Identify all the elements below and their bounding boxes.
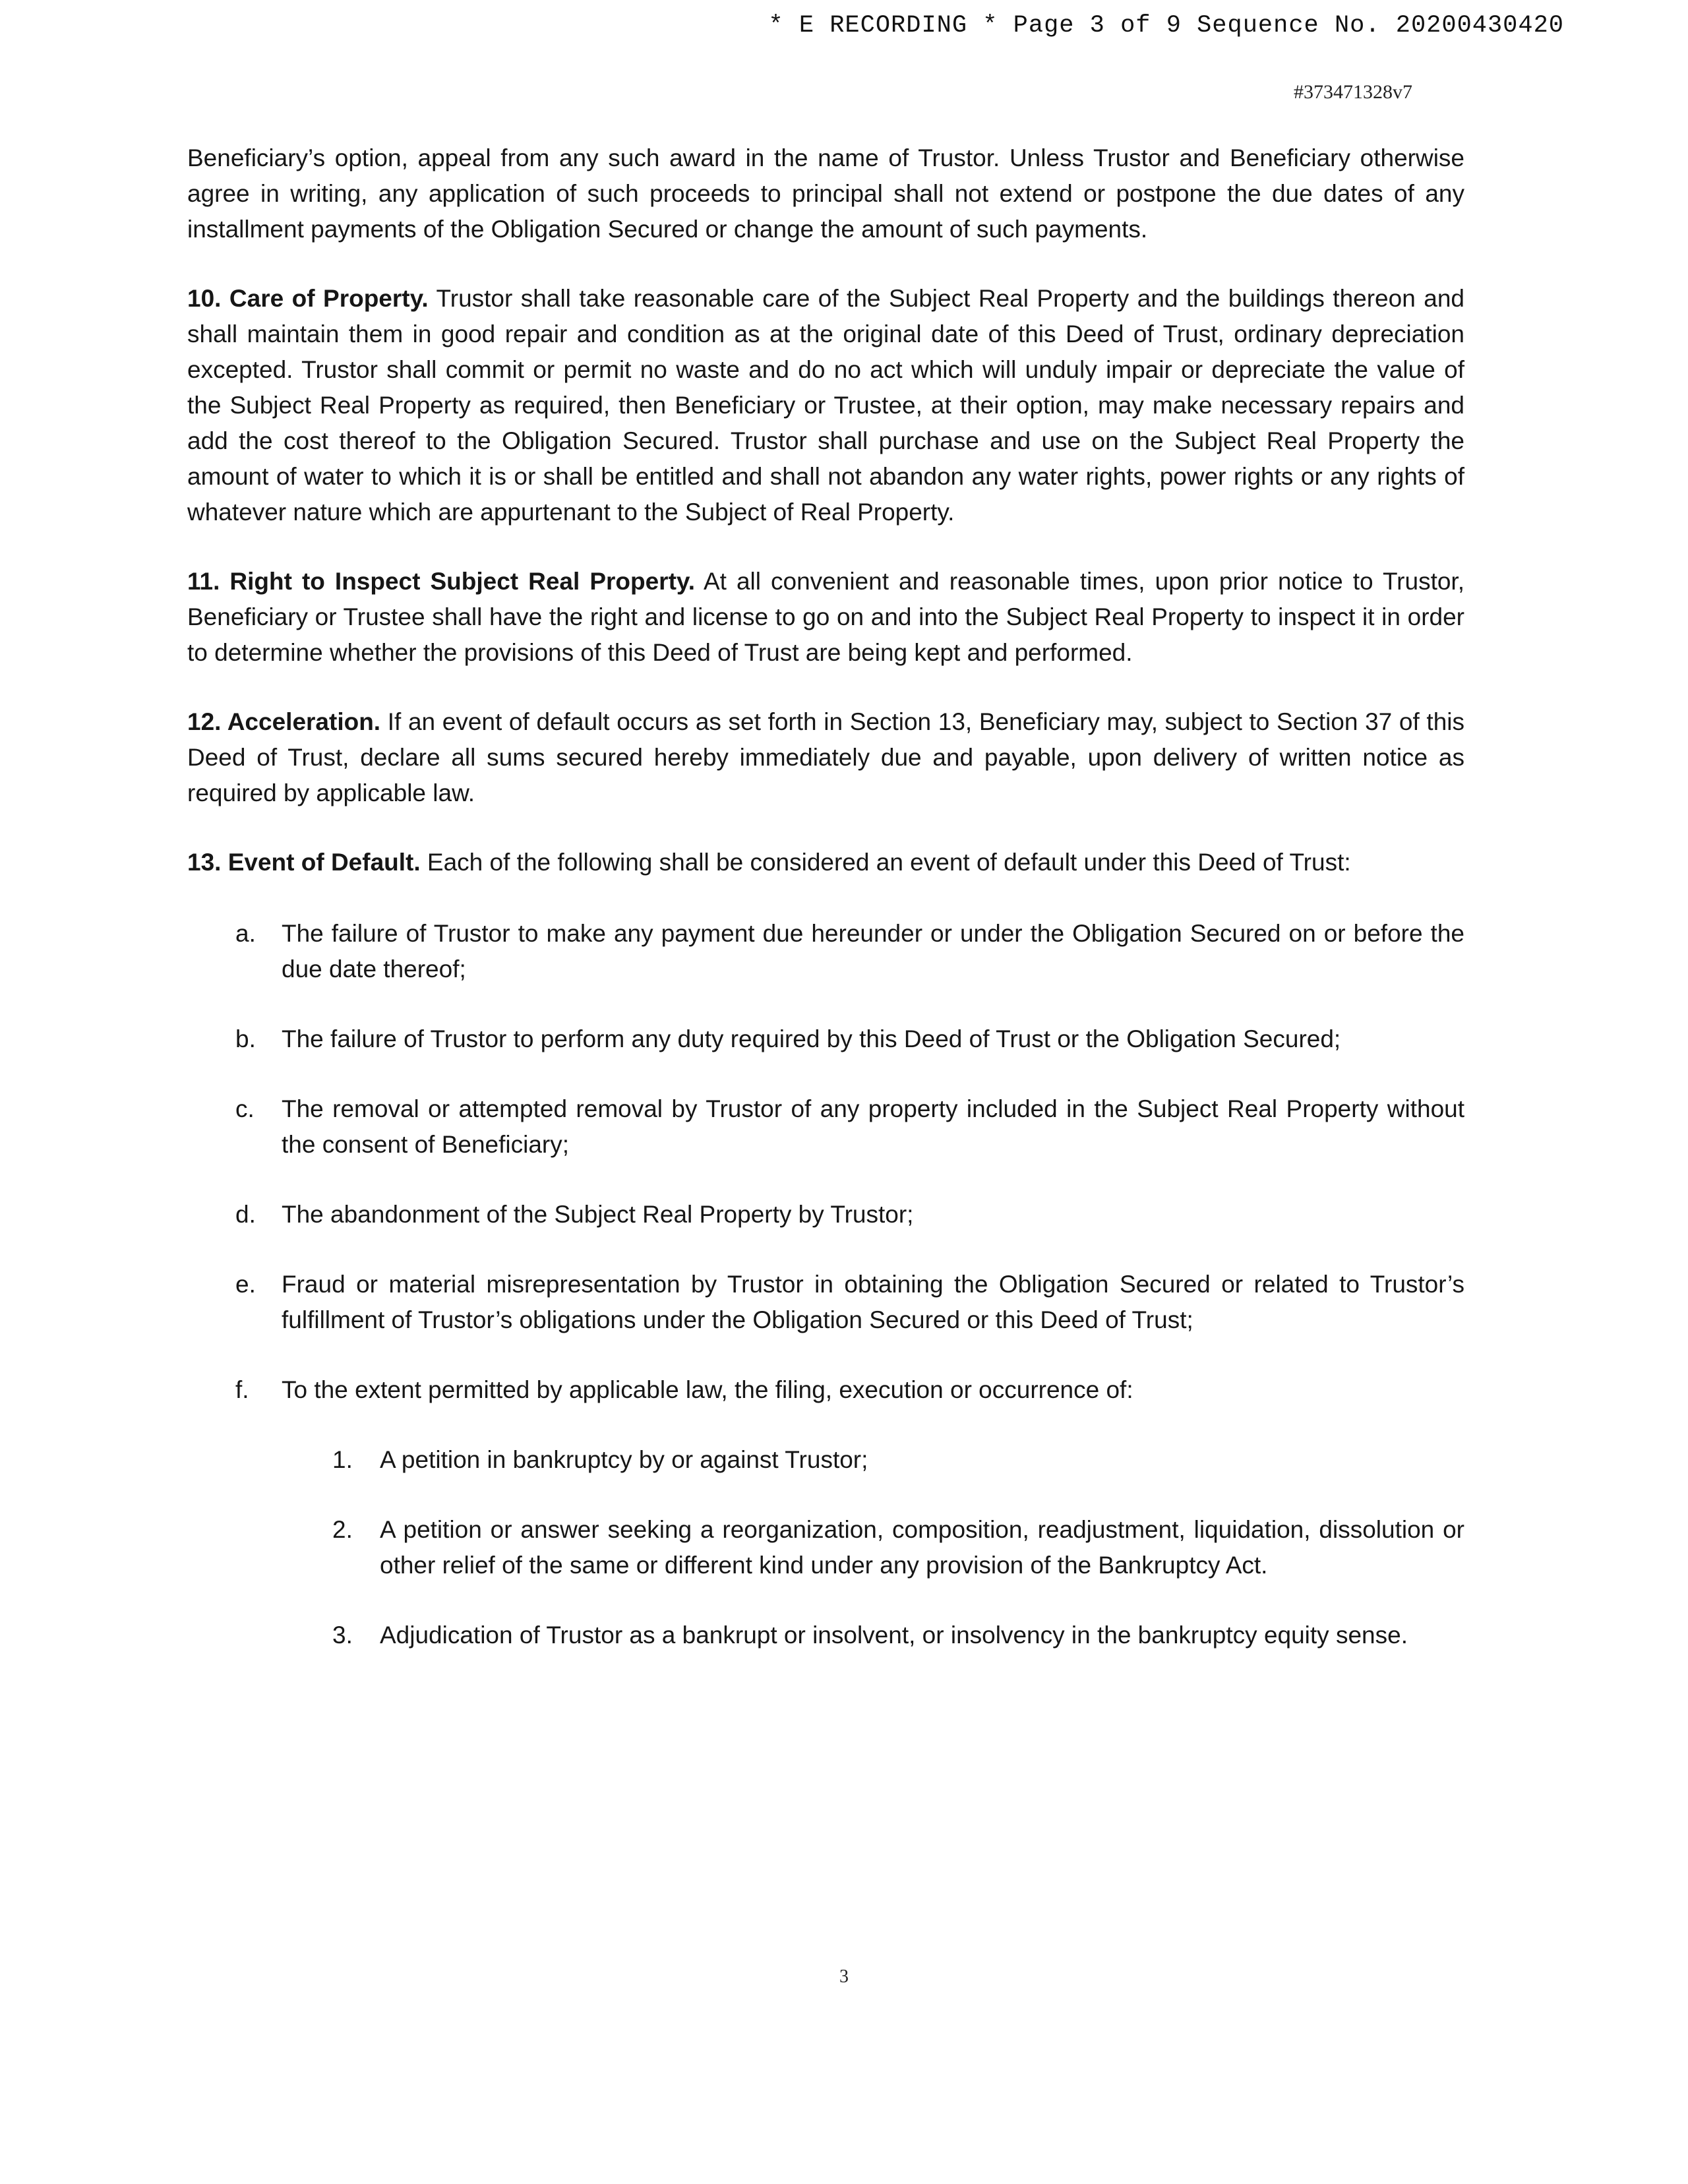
section-11 <box>187 564 1464 671</box>
list-item <box>187 1021 1464 1057</box>
list-item <box>187 1372 1464 1408</box>
list-marker: c. <box>235 1095 255 1122</box>
list-item <box>187 1091 1464 1163</box>
page-number: 3 <box>839 1966 849 1987</box>
recording-header: * E RECORDING * Page 3 of 9 Sequence No. 20200430420 <box>768 12 1564 40</box>
section-text: Each of the following shall be considered an event of default under this Deed of Trust: <box>420 849 1351 876</box>
section-10 <box>187 281 1464 530</box>
section-heading: 10. Care of Property. <box>187 285 429 312</box>
list-item-text: To the extent permitted by applicable law, the filing, execution or occurrence of: <box>282 1376 1133 1403</box>
sub-list-marker: 2. <box>332 1516 353 1543</box>
section-13 <box>187 845 1464 880</box>
sub-list-item <box>187 1442 1464 1478</box>
list-item <box>187 1197 1464 1232</box>
list-item <box>187 1267 1464 1338</box>
list-item-text: The failure of Trustor to make any payment due hereunder or under the Obligation Secured on or before the due date thereof; <box>282 920 1464 983</box>
list-marker: f. <box>235 1376 249 1403</box>
document-id: #373471328v7 <box>1294 81 1412 103</box>
sub-list-item-text: Adjudication of Trustor as a bankrupt or insolvent, or insolvency in the bankruptcy equity sense. <box>380 1622 1408 1649</box>
list-marker: a. <box>235 920 256 947</box>
sub-list-item-text: A petition or answer seeking a reorganization, composition, readjustment, liquidation, dissolution or other relief of the same or different kind under any provision of the Bankruptcy Act. <box>380 1516 1464 1579</box>
section-text: At all convenient and reasonable times, upon prior notice to Trustor, Beneficiary or Trustee shall have the right and license to go on and into the Subject Real Property to inspect it in order to determine whether the provisions of this Deed of Trust are being kept and performed. <box>187 568 1464 666</box>
section-heading: 11. Right to Inspect Subject Real Property. <box>187 568 696 595</box>
sub-list-item <box>187 1618 1464 1653</box>
intro-paragraph: Beneficiary’s option, appeal from any such award in the name of Trustor. Unless Trustor and Beneficiary otherwise agree in writing, any application of such proceeds to principal shall not extend or postpone the due dates of any installment payments of the Obligation Secured or change the amount of such payments. <box>187 144 1464 243</box>
list-item-text: The removal or attempted removal by Trustor of any property included in the Subject Real Property without the consent of Beneficiary; <box>282 1095 1464 1158</box>
section-text: Trustor shall take reasonable care of the Subject Real Property and the buildings thereon and shall maintain them in good repair and condition as at the original date of this Deed of Trust, ordinary depreciation excepted. Trustor shall commit or permit no waste and do no act which will unduly impair or depreciate the value of the Subject Real Property as required, then Beneficiary or Trustee, at their option, may make necessary repairs and add the cost thereof to the Obligation Secured. Trustor shall purchase and use on the Subject Real Property the amount of water to which it is or shall be entitled and shall not abandon any water rights, power rights or any rights of whatever nature which are appurtenant to the Subject of Real Property. <box>187 285 1464 526</box>
section-text: If an event of default occurs as set forth in Section 13, Beneficiary may, subject to Section 37 of this Deed of Trust, declare all sums secured hereby immediately due and payable, upon delivery of written notice as required by applicable law. <box>187 708 1464 806</box>
sub-list-marker: 1. <box>332 1446 353 1473</box>
sub-list-item <box>187 1512 1464 1583</box>
list-marker: d. <box>235 1201 256 1228</box>
default-events-list <box>187 916 1464 1653</box>
section-heading: 12. Acceleration. <box>187 708 381 735</box>
section-12 <box>187 704 1464 811</box>
section-heading: 13. Event of Default. <box>187 849 421 876</box>
list-item <box>187 916 1464 987</box>
sub-list-marker: 3. <box>332 1622 353 1649</box>
sub-list-item-text: A petition in bankruptcy by or against Trustor; <box>380 1446 868 1473</box>
list-item-text: The abandonment of the Subject Real Property by Trustor; <box>282 1201 914 1228</box>
list-marker: e. <box>235 1271 256 1298</box>
list-marker: b. <box>235 1025 256 1052</box>
list-item-text: Fraud or material misrepresentation by Trustor in obtaining the Obligation Secured or related to Trustor’s fulfillment of Trustor’s obligations under the Obligation Secured or this Deed of Trust; <box>282 1271 1464 1333</box>
document-body <box>187 140 1464 1653</box>
list-item-text: The failure of Trustor to perform any duty required by this Deed of Trust or the Obligation Secured; <box>282 1025 1341 1052</box>
